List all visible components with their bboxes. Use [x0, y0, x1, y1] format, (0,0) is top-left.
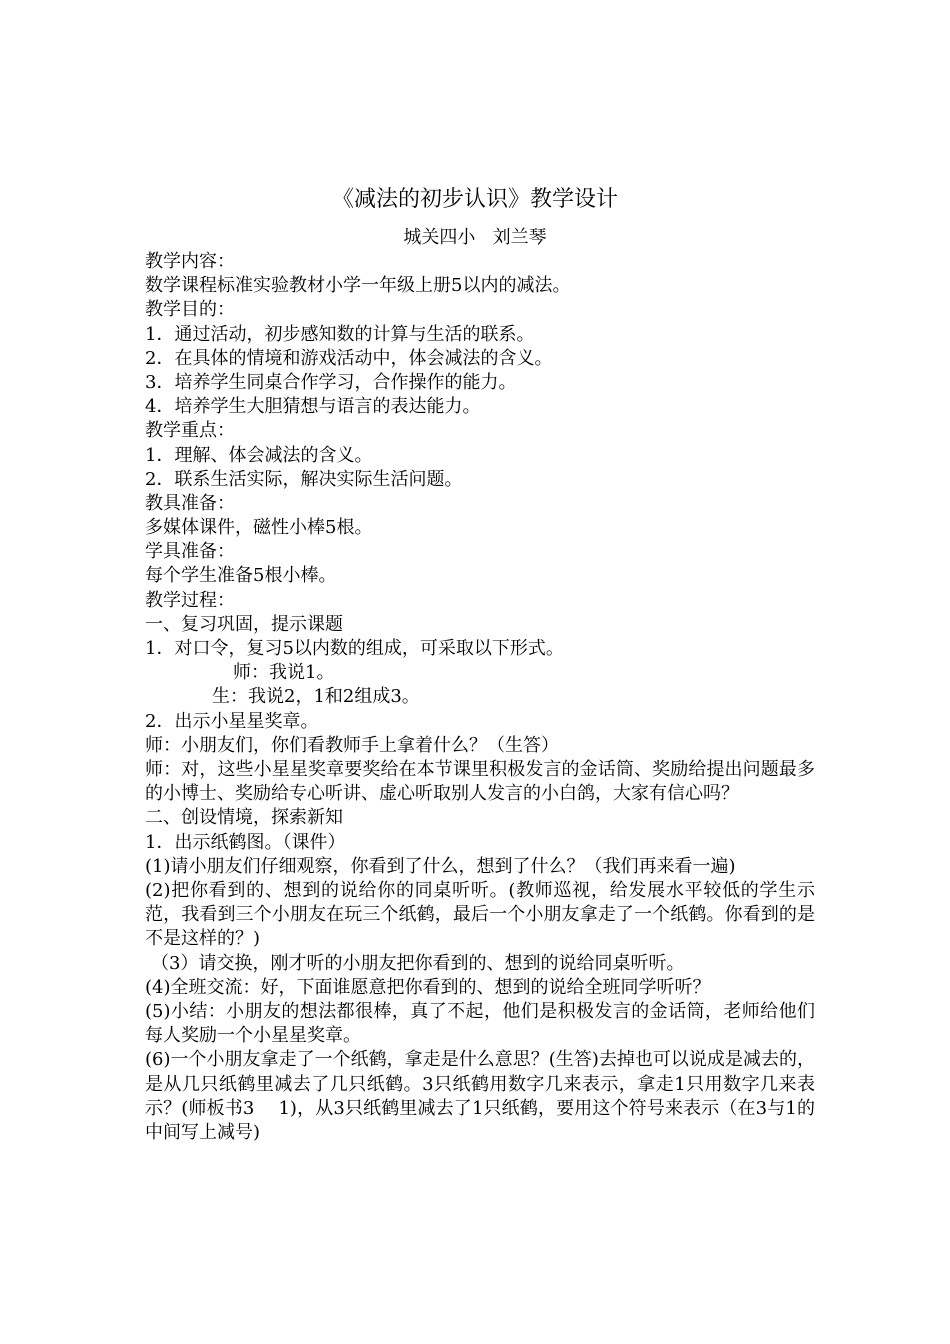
list-item: 1．出示纸鹤图。（课件） [145, 831, 346, 853]
subsection-heading: 一、复习巩固，提示课题 [145, 613, 343, 635]
paragraph: (1)请小朋友们仔细观察，你看到了什么，想到了什么？（我们再来看一遍) [145, 855, 736, 877]
section-heading: 教学过程： [145, 589, 235, 611]
document-author: 城关四小 刘兰琴 [403, 227, 547, 248]
list-item: 2．出示小星星奖章。 [145, 710, 319, 732]
list-item: 1．对口令，复习5以内数的组成，可采取以下形式。 [145, 638, 564, 659]
list-item: 2．联系生活实际，解决实际生活问题。 [145, 468, 463, 490]
paragraph: 师：对，这些小星星奖章要奖给在本节课里积极发言的金话筒、奖励给提出问题最多的小博士、奖励给专心听讲、虚心听取别人发言的小白鸽，大家有信心吗？ [145, 758, 815, 805]
paragraph: (4)全班交流：好，下面谁愿意把你看到的、想到的说给全班同学听听？ [145, 976, 711, 998]
section-heading: 教学目的： [145, 299, 235, 321]
subsection-heading: 二、创设情境，探索新知 [145, 807, 343, 829]
list-item: 1．理解、体会减法的含义。 [145, 444, 373, 466]
dialogue-line: 师：小朋友们，你们看教师手上拿着什么？（生答） [145, 734, 559, 756]
paragraph: (2)把你看到的、想到的说给你的同桌听听。(教师巡视，给发展水平较低的学生示范，我看到三个小朋友在玩三个纸鹤，最后一个小朋友拿走了一个纸鹤。你看到的是不是这样的？) [145, 879, 815, 950]
list-item: 3．培养学生同桌合作学习，合作操作的能力。 [145, 371, 517, 393]
paragraph: （3）请交换，刚才听的小朋友把你看到的、想到的说给同桌听听。 [151, 952, 685, 974]
document-body [145, 250, 815, 1145]
paragraph: 多媒体课件，磁性小棒5根。 [145, 517, 373, 539]
dialogue-line: 师：我说1。 [233, 662, 335, 684]
paragraph: 每个学生准备5根小棒。 [145, 565, 337, 587]
paragraph: (5)小结：小朋友的想法都很棒，真了不起，他们是积极发言的金话筒，老师给他们每人奖励一个小星星奖章。 [145, 1000, 815, 1047]
list-item: 2．在具体的情境和游戏活动中，体会减法的含义。 [145, 347, 553, 369]
list-item: 1．通过活动，初步感知数的计算与生活的联系。 [145, 323, 535, 345]
section-heading: 学具准备： [145, 541, 235, 563]
section-heading: 教具准备： [145, 492, 235, 514]
document-title: 《减法的初步认识》教学设计 [331, 187, 618, 212]
paragraph: 数学课程标准实验教材小学一年级上册5以内的减法。 [145, 275, 571, 297]
paragraph: (6)一个小朋友拿走了一个纸鹤，拿走是什么意思？(生答)去掉也可以说成是减去的，是从几只纸鹤里减去了几只纸鹤。3只纸鹤用数字几来表示，拿走1只用数字几来表示？(师板书3 1)，从3只纸鹤里减去了1只纸鹤，要用这个符号来表示（在3与1的中间写上减号) [145, 1049, 815, 1143]
dialogue-line: 生：我说2，1和2组成3。 [212, 686, 420, 708]
section-heading: 教学重点： [145, 420, 235, 442]
list-item: 4．培养学生大胆猜想与语言的表达能力。 [145, 396, 481, 418]
section-heading: 教学内容： [145, 251, 235, 272]
